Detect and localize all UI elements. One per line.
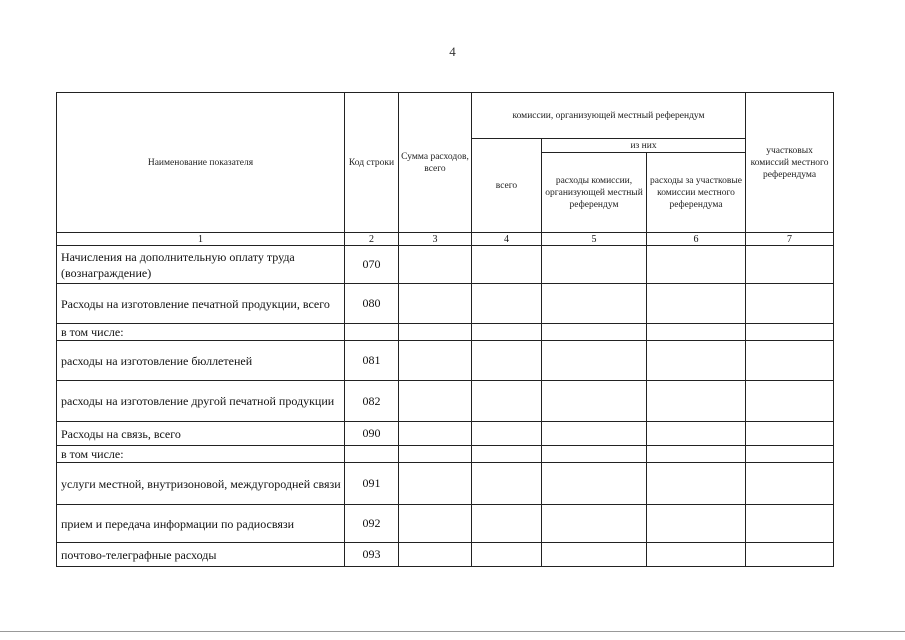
value-cell [746, 246, 834, 284]
value-cell [542, 381, 647, 422]
value-cell [472, 324, 542, 341]
value-cell [542, 284, 647, 324]
value-cell [399, 284, 472, 324]
value-cell [746, 341, 834, 381]
value-cell [399, 422, 472, 446]
value-cell [647, 284, 746, 324]
header-precinct: участковых комиссий местного референдума [746, 93, 834, 233]
row-name: расходы на изготовление другой печатной продукции [57, 381, 345, 422]
table-row [57, 543, 834, 567]
row-name: расходы на изготовление бюллетеней [57, 341, 345, 381]
value-cell [647, 422, 746, 446]
header-name: Наименование показателя [57, 93, 345, 233]
table-row [57, 246, 834, 284]
value-cell [746, 446, 834, 463]
page-number: 4 [449, 44, 456, 59]
value-cell [399, 246, 472, 284]
row-code: 091 [345, 463, 399, 505]
value-cell [647, 324, 746, 341]
value-cell [647, 505, 746, 543]
header-of-which: из них [542, 139, 746, 153]
table-row [57, 463, 834, 505]
value-cell [399, 543, 472, 567]
header-all: всего [472, 139, 542, 233]
row-code [345, 324, 399, 341]
row-name: прием и передача информации по радиосвязи [57, 505, 345, 543]
value-cell [472, 422, 542, 446]
value-cell [472, 446, 542, 463]
header-commission-expenses: расходы комиссии, организующей местный референдум [542, 153, 647, 233]
value-cell [399, 381, 472, 422]
value-cell [647, 381, 746, 422]
table-row [57, 505, 834, 543]
value-cell [542, 246, 647, 284]
row-code: 090 [345, 422, 399, 446]
row-code: 093 [345, 543, 399, 567]
page-bottom-border [0, 631, 905, 632]
table-row [57, 284, 834, 324]
row-code: 092 [345, 505, 399, 543]
column-number: 2 [345, 233, 399, 246]
row-name: почтово-телеграфные расходы [57, 543, 345, 567]
value-cell [542, 446, 647, 463]
row-name: Расходы на связь, всего [57, 422, 345, 446]
value-cell [399, 463, 472, 505]
row-code: 081 [345, 341, 399, 381]
value-cell [542, 543, 647, 567]
value-cell [399, 446, 472, 463]
value-cell [542, 341, 647, 381]
header-commission: комиссии, организующей местный референдум [472, 93, 746, 139]
value-cell [399, 505, 472, 543]
value-cell [647, 543, 746, 567]
value-cell [542, 422, 647, 446]
expense-form-table [56, 92, 834, 567]
value-cell [399, 341, 472, 381]
value-cell [746, 505, 834, 543]
row-code [345, 446, 399, 463]
value-cell [647, 463, 746, 505]
column-number: 1 [57, 233, 345, 246]
value-cell [399, 324, 472, 341]
table-row [57, 446, 834, 463]
row-code: 082 [345, 381, 399, 422]
row-name: Расходы на изготовление печатной продукции, всего [57, 284, 345, 324]
row-code: 070 [345, 246, 399, 284]
row-name: Начисления на дополнительную оплату труда (вознаграждение) [57, 246, 345, 284]
value-cell [746, 543, 834, 567]
column-number: 5 [542, 233, 647, 246]
value-cell [472, 341, 542, 381]
header-precinct-expenses: расходы за участковые комиссии местного референдума [647, 153, 746, 233]
value-cell [746, 381, 834, 422]
header-code: Код строки [345, 93, 399, 233]
value-cell [542, 324, 647, 341]
table-row [57, 324, 834, 341]
value-cell [746, 422, 834, 446]
table-row [57, 422, 834, 446]
column-number: 6 [647, 233, 746, 246]
table-row [57, 341, 834, 381]
value-cell [647, 246, 746, 284]
column-number: 7 [746, 233, 834, 246]
value-cell [647, 446, 746, 463]
value-cell [542, 463, 647, 505]
value-cell [542, 505, 647, 543]
value-cell [472, 505, 542, 543]
row-name: в том числе: [57, 324, 345, 341]
value-cell [746, 284, 834, 324]
value-cell [746, 463, 834, 505]
value-cell [472, 381, 542, 422]
column-number: 4 [472, 233, 542, 246]
value-cell [472, 543, 542, 567]
column-number: 3 [399, 233, 472, 246]
value-cell [472, 284, 542, 324]
row-code: 080 [345, 284, 399, 324]
value-cell [647, 341, 746, 381]
value-cell [746, 324, 834, 341]
table-row [57, 381, 834, 422]
header-total: Сумма расходов, всего [399, 93, 472, 233]
row-name: услуги местной, внутризоновой, междугородней связи [57, 463, 345, 505]
row-name: в том числе: [57, 446, 345, 463]
value-cell [472, 463, 542, 505]
value-cell [472, 246, 542, 284]
